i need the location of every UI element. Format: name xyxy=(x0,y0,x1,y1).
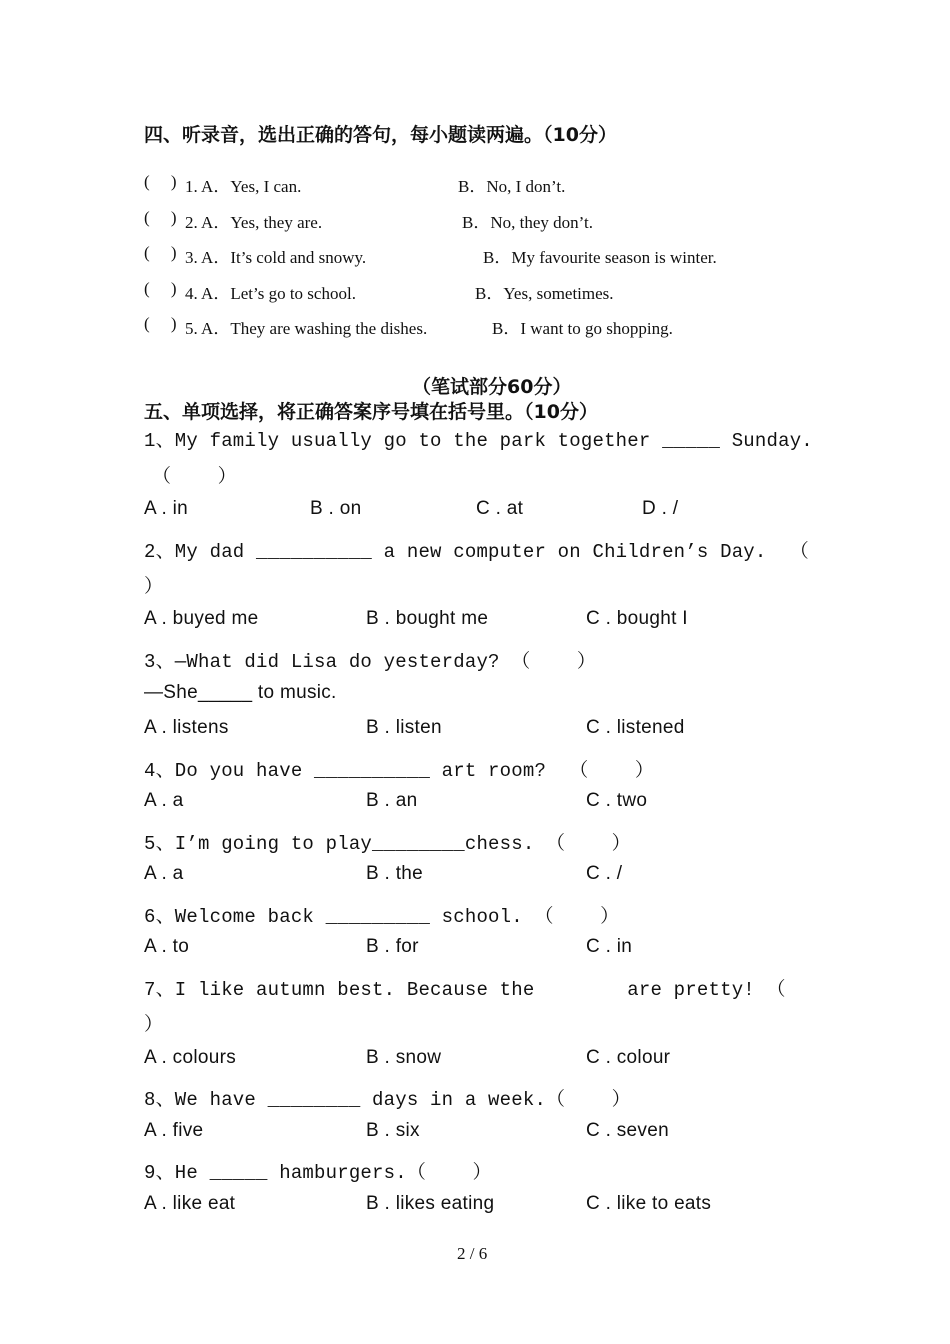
listening-option-a: 3. A．It’s cold and snowy. xyxy=(185,248,367,267)
option-b[interactable]: B . snow xyxy=(366,1047,442,1068)
answer-paren[interactable]: ( ) xyxy=(144,243,177,262)
option-c[interactable]: C . two xyxy=(586,790,648,811)
option-c[interactable]: C . / xyxy=(586,863,623,884)
question-3-reply: —She_____ to music. xyxy=(144,682,337,703)
written-part-title: （笔试部分60分） xyxy=(412,376,572,398)
option-c[interactable]: C . at xyxy=(476,498,524,519)
option-c[interactable]: C . listened xyxy=(586,717,685,738)
option-b[interactable]: B . for xyxy=(366,936,419,957)
answer-paren[interactable]: （ ） xyxy=(152,466,237,488)
option-a[interactable]: A . to xyxy=(144,936,190,957)
option-b[interactable]: B . an xyxy=(366,790,418,811)
option-d[interactable]: D . / xyxy=(642,498,679,519)
question-3-text: 3、—What did Lisa do yesterday? （ ） xyxy=(144,651,597,673)
section4-heading: 四、听录音，选出正确的答句，每小题读两遍。（10分） xyxy=(144,124,617,146)
answer-paren[interactable]: ） xyxy=(144,576,164,598)
answer-paren[interactable]: ( ) xyxy=(144,314,177,333)
question-9-text: 9、He _____ hamburgers.（ ） xyxy=(144,1162,492,1184)
option-a[interactable]: A . five xyxy=(144,1120,204,1141)
question-6-text: 6、Welcome back _________ school. （ ） xyxy=(144,906,620,928)
option-b[interactable]: B . on xyxy=(310,498,362,519)
question-7-text: 7、I like autumn best. Because the are pretty! （ xyxy=(144,979,786,1001)
listening-option-b: B．No, I don’t. xyxy=(458,177,566,196)
option-b[interactable]: B . six xyxy=(366,1120,420,1141)
option-a[interactable]: A . a xyxy=(144,790,184,811)
listening-option-b: B．No, they don’t. xyxy=(462,213,593,232)
answer-paren[interactable]: ( ) xyxy=(144,172,177,191)
listening-option-a: 2. A．Yes, they are. xyxy=(185,213,323,232)
question-8-text: 8、We have ________ days in a week.（ ） xyxy=(144,1089,631,1111)
option-b[interactable]: B . the xyxy=(366,863,424,884)
listening-option-b: B．I want to go shopping. xyxy=(492,319,673,338)
option-b[interactable]: B . likes eating xyxy=(366,1193,495,1214)
question-5-text: 5、I’m going to play________chess. （ ） xyxy=(144,833,631,855)
question-2-text: 2、My dad __________ a new computer on Children’s Day. （ xyxy=(144,541,809,563)
option-a[interactable]: A . colours xyxy=(144,1047,237,1068)
option-a[interactable]: A . like eat xyxy=(144,1193,236,1214)
option-b[interactable]: B . bought me xyxy=(366,608,489,629)
listening-option-a: 1. A．Yes, I can. xyxy=(185,177,302,196)
option-b[interactable]: B . listen xyxy=(366,717,442,738)
option-a[interactable]: A . in xyxy=(144,498,189,519)
listening-option-a: 4. A．Let’s go to school. xyxy=(185,284,356,303)
option-a[interactable]: A . a xyxy=(144,863,184,884)
option-a[interactable]: A . buyed me xyxy=(144,608,259,629)
question-4-text: 4、Do you have __________ art room? （ ） xyxy=(144,760,655,782)
section5-heading: 五、单项选择，将正确答案序号填在括号里。（10分） xyxy=(144,401,598,423)
option-c[interactable]: C . seven xyxy=(586,1120,669,1141)
option-c[interactable]: C . like to eats xyxy=(586,1193,712,1214)
answer-paren[interactable]: ） xyxy=(144,1014,164,1036)
question-1-text: 1、My family usually go to the park together _____ Sunday. xyxy=(144,430,813,452)
listening-option-a: 5. A．They are washing the dishes. xyxy=(185,319,428,338)
listening-option-b: B．My favourite season is winter. xyxy=(483,248,717,267)
page-number: 2 / 6 xyxy=(457,1244,488,1263)
listening-option-b: B．Yes, sometimes. xyxy=(475,284,614,303)
answer-paren[interactable]: ( ) xyxy=(144,279,177,298)
option-c[interactable]: C . in xyxy=(586,936,633,957)
answer-paren[interactable]: ( ) xyxy=(144,208,177,227)
option-c[interactable]: C . colour xyxy=(586,1047,671,1068)
option-c[interactable]: C . bought I xyxy=(586,608,688,629)
option-a[interactable]: A . listens xyxy=(144,717,229,738)
